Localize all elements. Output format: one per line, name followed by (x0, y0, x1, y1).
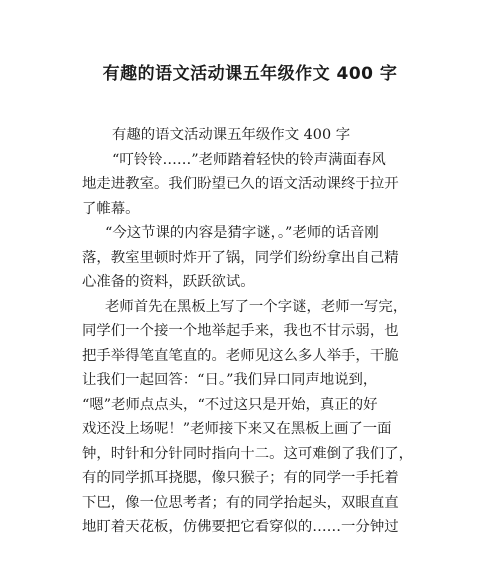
paragraph-line: 地走进教室。我们盼望已久的语文活动课终于拉开 (82, 176, 399, 192)
paragraph-line: 钟，时针和分针同时指向十二。这可难倒了我们了， (82, 445, 413, 462)
subtitle-line: 有趣的语文活动课五年级作文 400 字 (112, 127, 351, 143)
paragraph-line: 让我们一起回答：“日。”我们异口同声地说到， (82, 372, 378, 388)
paragraph-line: 下巴，像一位思考者；有的同学抬起头，双眼直直 (82, 494, 399, 511)
paragraph-line: “叮铃铃……”老师踏着轻快的铃声满面春风 (112, 151, 386, 168)
paragraph-line: 同学们一个接一个地举起手来，我也不甘示弱，也 (82, 323, 399, 339)
paragraph-line: 老师首先在黑板上写了一个字谜，老师一写完， (105, 298, 408, 315)
paragraph-line: 地盯着天花板，仿佛要把它看穿似的……一分钟过 (82, 519, 399, 535)
paragraph-line: 把手举得笔直笔直的。老师见这么多人举手，干脆 (82, 347, 399, 364)
paragraph-line: “今这节课的内容是猜字谜，。”老师的话音刚 (105, 225, 379, 241)
document-title: 有趣的语文活动课五年级作文 400 字 (102, 64, 398, 84)
paragraph-line: 有的同学抓耳挠腮，像只猴子；有的同学一手托着 (82, 470, 399, 486)
paragraph-line: 心准备的资料，跃跃欲试。 (82, 274, 255, 290)
paragraph-line: 戏还没上场呢！”老师接下来又在黑板上画了一面 (82, 421, 392, 437)
document-body (82, 123, 427, 540)
paragraph-line: 了帷幕。 (82, 200, 140, 217)
paragraph-line: 落，教室里顿时炸开了锅，同学们纷纷拿出自己精 (82, 249, 399, 266)
paragraph-line: “嗯”老师点点头，“不过这只是开始，真正的好 (82, 396, 378, 413)
